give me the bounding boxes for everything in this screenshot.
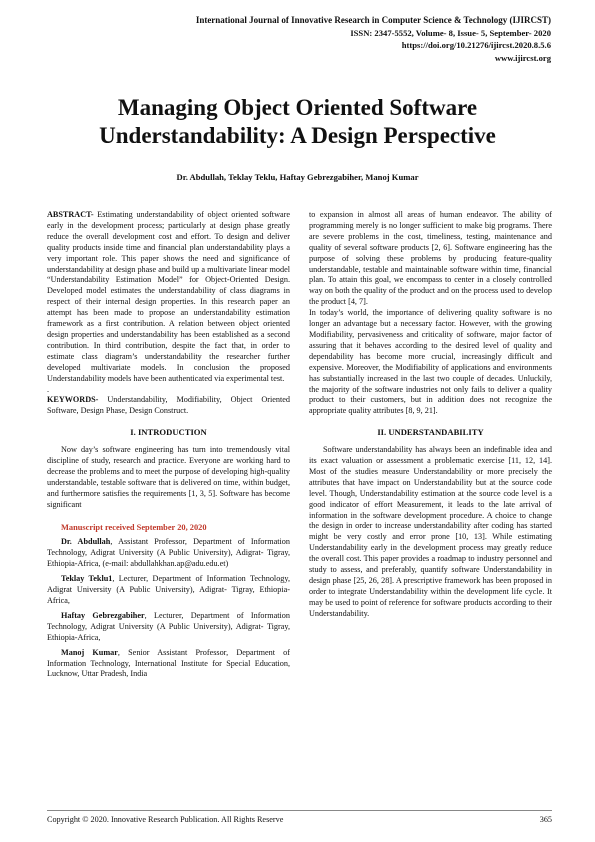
keywords-label: KEYWORDS-: [47, 395, 99, 405]
title-line-1: Managing Object Oriented Software: [117, 95, 478, 120]
understandability-heading: II. UNDERSTANDABILITY: [377, 427, 484, 438]
author-bio: [47, 574, 290, 607]
page-footer: [47, 810, 552, 824]
journal-doi[interactable]: https://doi.org/10.21276/ijircst.2020.8.5.6: [401, 40, 551, 50]
author-bio-text: , Lecturer, Department of Information Technology, Adigrat University (A Public University), Adigrat- Tigray, Ethiopia-Africa,: [47, 610, 290, 642]
abstract: [47, 210, 290, 385]
author-bio-name: Haftay Gebrezgabiher: [61, 610, 145, 620]
introduction-continued: to expansion in almost all areas of human endeavor. The ability of programming merely is no longer sufficient to make big programs. There are severe problems in the cost, timeliness, testing, maintenance and quality of several software products [2, 6]. Software engineering has the purpose of solving these problems by producing feature-quality understandable, testable and maintainable software within time, financial plan. To attain this goal, we encompass to center in a closely controlled way on both the quality of the product and on the process used to develop the product [4, 7].: [309, 210, 552, 307]
abstract-label: ABSTRACT-: [47, 210, 94, 219]
keywords-text: Understandability, Modifiability, Object Oriented Software, Design Phase, Design Construct.: [47, 395, 290, 416]
understandability-text: Software understandability has always been an indefinable idea and its exact valuation or assessment a problematic exercise [11, 12, 14]. Most of the studies measure Understandability or more precisely the attributes that have impact on Understandability but at the source code level. Though, Understandability estimation at the source code level is a good indicator of effort Measurement, it leads to the late arrival of information in the software development procedure. A choice to change the design in order to increase understandability after coding has started might be very costly and error prone [10, 13]. While estimating Understandability early in the development process may greatly reduce the overall cost. This paper provides a roadmap to industry personnel and study to assess, and preferably, quantify software Understandability in design phase [25, 26, 28]. A prescriptive framework has been proposed in order to integrate Understandability within the development life cycle. It may be used to point of reference for software products according to their Understandability.: [309, 445, 552, 618]
author-bio-name: Teklay Teklu1: [61, 574, 113, 584]
journal-website[interactable]: www.ijircst.org: [494, 52, 551, 63]
keywords: [47, 395, 290, 417]
author-bio-text: , Senior Assistant Professor, Department of Information Technology, International Institute for Special Education, Lucknow, Uttar Pradesh, India: [47, 647, 290, 679]
abstract-dot: .: [47, 384, 50, 394]
introduction-heading: I. INTRODUCTION: [130, 427, 207, 438]
paper-title: [40, 94, 555, 150]
journal-header: [196, 14, 551, 64]
author-bio: [47, 537, 290, 570]
title-line-2: Understandability: A Design Perspective: [99, 123, 496, 148]
journal-name: International Journal of Innovative Research in Computer Science & Technology (IJIRCST): [195, 15, 551, 25]
author-list: Dr. Abdullah, Teklay Teklu, Haftay Gebrezgabiher, Manoj Kumar: [176, 172, 419, 182]
left-column: [47, 210, 290, 684]
copyright-text: Copyright © 2020. Innovative Research Publication. All Rights Reserve: [47, 815, 284, 824]
author-bio-text: , Assistant Professor, Department of Information Technology, Adigrat University (A Public University), Adigrat- Tigray, Ethiopia-Africa, (e-mail: abdullahkhan.ap@adu.edu.et): [47, 537, 290, 569]
author-bio: [47, 648, 290, 681]
page-number: 365: [539, 815, 552, 824]
journal-issn: ISSN: 2347-5552, Volume- 8, Issue- 5, September- 2020: [350, 27, 551, 38]
author-bio-name: Manoj Kumar: [61, 647, 118, 657]
right-column: [309, 210, 552, 620]
author-bio: [47, 611, 290, 644]
abstract-text: Estimating understandability of object oriented software early in the development process; particularly at design phase greatly reduce the overall development cost and effort. To design and deliver quality products inside time and financial plan understandability plays a very important role. This paper shows the need and significance of understandability at design phase and build up a multivariate linear model “Understandability Estimation Model” for Object-Oriented Design. Developed model estimates the understandability of class diagrams in respect of their internal design properties. In this research paper an attempt has been made to propose an understandability estimation framework as a first contribution. A relation between object oriented design properties and understandability has been established as a second contribution. In third contribution, despite the fact that, in order to estimate class diagram’s understandability the researcher further developed multivariate models. In conclusion the proposed Understandability models have been authenticated via experimental test.: [47, 210, 290, 383]
manuscript-received: Manuscript received September 20, 2020: [61, 522, 207, 532]
introduction-text: Now day’s software engineering has turn into tremendously vital discipline of study, research and practice. Everyone are working hard to decrease the problems and to meet the purpose of developing high-quality understandable, testable software that is delivered on time, within budget, and furthermore satisfies the requirements [1, 3, 5]. Software has become significant: [47, 445, 290, 509]
author-bio-text: , Lecturer, Department of Information Technology, Adigrat University (A Public University), Adigrat- Tigray, Ethiopia-Africa,: [47, 574, 291, 605]
author-bio-name: Dr. Abdullah: [61, 537, 111, 547]
introduction-paragraph-2: In today’s world, the importance of delivering quality software is no longer an advantage but a necessary factor. However, with the growing Modifiability, pervasiveness and criticality of software, major factor of assuring that it behaves according to the desired level of quality and dependability has become more crucial, increasingly difficult and expensive. Moreover, the Modifiability of applications and environments has substantially increased in the last two couple of decades. Unluckily, the majority of the software industries not only fails to deliver a quality product to their customers, but in addition does not recognize the appropriate quality attributes [8, 9, 21].: [309, 308, 552, 416]
